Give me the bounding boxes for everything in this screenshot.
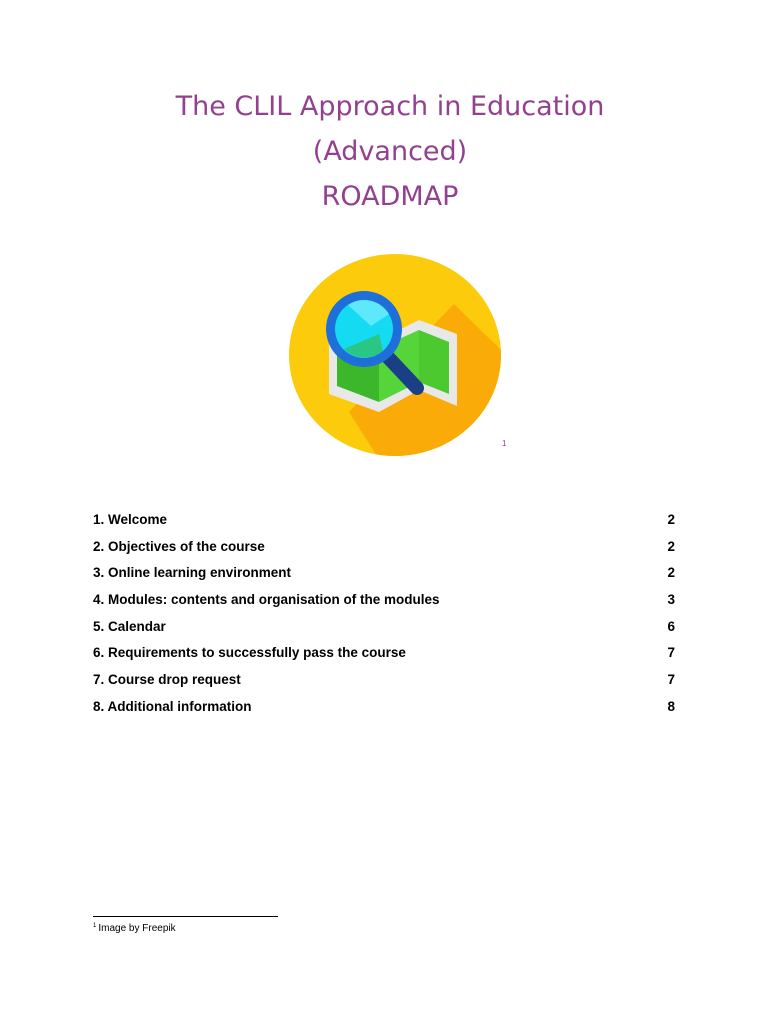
toc-entry-label: 7. Course drop request xyxy=(93,671,241,687)
toc-entry-label: 3. Online learning environment xyxy=(93,565,292,581)
toc-entry[interactable] xyxy=(93,559,675,586)
title-line-2: (Advanced) xyxy=(312,136,468,167)
toc-entry[interactable] xyxy=(93,639,675,666)
toc-entry[interactable] xyxy=(93,666,675,693)
toc-entry-page: 2 xyxy=(667,511,675,527)
toc-entry[interactable] xyxy=(93,693,675,720)
toc-entry-page: 2 xyxy=(667,565,675,581)
footnote xyxy=(93,923,176,934)
toc-entry-label: 4. Modules: contents and organisation of the modules xyxy=(93,591,440,607)
toc-entry-page: 3 xyxy=(667,591,675,607)
toc-entry-label: 8. Additional information xyxy=(93,698,252,714)
toc-entry[interactable] xyxy=(93,586,675,613)
toc-entry-page: 8 xyxy=(667,698,675,714)
toc-entry-label: 6. Requirements to successfully pass the course xyxy=(93,645,406,661)
map-magnifier-icon xyxy=(289,254,501,456)
footnote-separator xyxy=(93,916,278,917)
illustration-footnote-marker: 1 xyxy=(502,439,507,448)
document-title xyxy=(0,84,768,219)
toc-entry-label: 5. Calendar xyxy=(93,618,166,634)
toc-entry-label: 2. Objectives of the course xyxy=(93,538,265,554)
footnote-number: 1 xyxy=(93,923,97,929)
toc-entry-page: 7 xyxy=(667,645,675,661)
toc-entry[interactable] xyxy=(93,506,675,533)
title-line-3: ROADMAP xyxy=(321,181,459,212)
table-of-contents xyxy=(93,506,675,720)
toc-entry-page: 2 xyxy=(667,538,675,554)
toc-entry-page: 6 xyxy=(667,618,675,634)
toc-entry[interactable] xyxy=(93,533,675,560)
footnote-text: Image by Freepik xyxy=(98,923,176,934)
title-line-1: The CLIL Approach in Education xyxy=(175,91,605,122)
toc-entry-page: 7 xyxy=(667,671,675,687)
toc-entry[interactable] xyxy=(93,613,675,640)
toc-entry-label: 1. Welcome xyxy=(93,511,168,527)
